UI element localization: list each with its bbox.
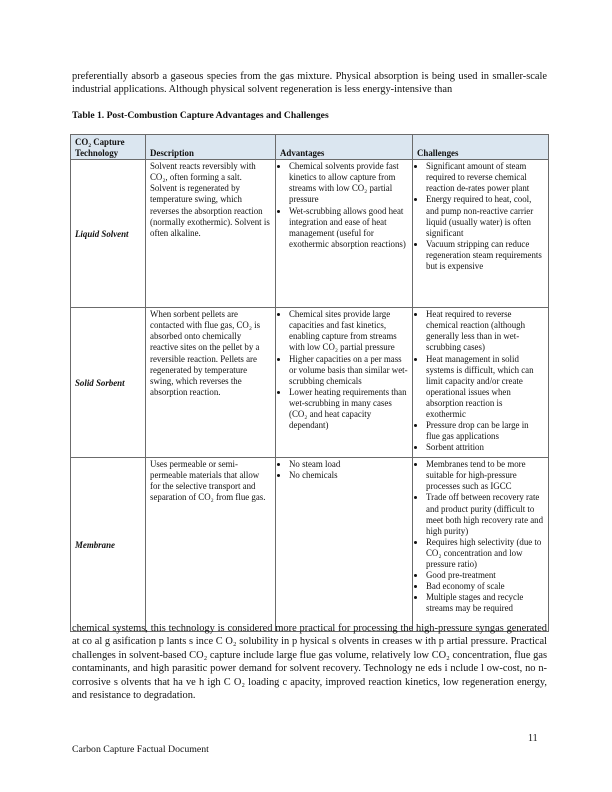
advantages-cell <box>276 160 413 308</box>
challenges-list <box>417 309 544 453</box>
list-item: • Bad economy of scale <box>426 581 544 592</box>
table-header-row <box>71 135 549 160</box>
advantages-cell <box>276 308 413 458</box>
list-item: • Heat required to reverse chemical reaction (although generally less than in wet-scrubbing cases) <box>426 309 544 353</box>
challenges-list <box>417 459 544 614</box>
list-item: • Wet-scrubbing allows good heat integration and ease of heat management (useful for exothermic absorption reactions) <box>289 206 408 250</box>
paragraph-top: preferentially absorb a gaseous species from the gas mixture. Physical absorption is being used in smaller-scale industrial applications. Although physical solvent regeneration is less energy-intensive than <box>72 71 547 96</box>
page-number: 11 <box>528 733 538 744</box>
table-row <box>71 160 549 308</box>
list-item: • Chemical sites provide large capacities and fast kinetics, enabling capture from streams with low CO₂ partial pressure <box>289 309 408 353</box>
list-item: • Good pre-treatment <box>426 570 544 581</box>
challenges-cell <box>413 308 549 458</box>
table-caption: Table 1. Post-Combustion Capture Advantages and Challenges <box>72 110 329 121</box>
challenges-cell <box>413 458 549 632</box>
header-description: Description <box>146 135 276 160</box>
list-item: • Pressure drop can be large in flue gas applications <box>426 420 544 442</box>
header-advantages: Advantages <box>276 135 413 160</box>
table-row <box>71 308 549 458</box>
header-technology: CO₂ Capture Technology <box>71 135 146 160</box>
list-item: • Vacuum stripping can reduce regeneration steam requirements but is expensive <box>426 239 544 272</box>
header-challenges: Challenges <box>413 135 549 160</box>
advantages-list <box>280 309 408 431</box>
table-row <box>71 458 549 632</box>
list-item: • Chemical solvents provide fast kinetics to allow capture from streams with low CO₂ partial pressure <box>289 161 408 205</box>
advantages-list <box>280 459 408 481</box>
list-item: • Trade off between recovery rate and product purity (difficult to meet both high recovery rate and high purity) <box>426 492 544 536</box>
technology-cell: Membrane <box>71 458 146 632</box>
list-item: • Lower heating requirements than wet-scrubbing in many cases (CO₂ and heat capacity dependant) <box>289 387 408 431</box>
technology-cell: Solid Sorbent <box>71 308 146 458</box>
footer: Carbon Capture Factual Document <box>72 744 209 755</box>
paragraph-bottom: chemical systems, this technology is considered more practical for processing the high-pressure syngas generated at co al g asification p lants s ince C O₂ solubility in p hysical s olvents in creases w ith p artial pressure. Practical challenges in solvent-based CO₂ capture include large flue gas volume, relatively low CO₂ concentration, flue gas contaminants, and high parasitic power demand for solvent recovery. Technology ne eds i nclude l ow-cost, no n-corrosive s olvents that ha ve h igh C O₂ loading c apacity, improved reaction kinetics, low regeneration energy, and resistance to degradation. <box>72 623 547 702</box>
capture-table <box>70 134 549 632</box>
list-item: • No chemicals <box>289 470 408 481</box>
list-item: • Significant amount of steam required to reverse chemical reaction de-rates power plant <box>426 161 544 194</box>
list-item: • Membranes tend to be more suitable for high-pressure processes such as IGCC <box>426 459 544 492</box>
challenges-list <box>417 161 544 272</box>
list-item: • Requires high selectivity (due to CO₂ concentration and low pressure ratio) <box>426 537 544 570</box>
description-cell: When sorbent pellets are contacted with flue gas, CO₂ is absorbed onto chemically reactive sites on the pellet by a reversible reaction. Pellets are regenerated by temperature swing, which reverses the absorption reaction. <box>146 308 276 458</box>
advantages-list <box>280 161 408 250</box>
advantages-cell <box>276 458 413 632</box>
list-item: • No steam load <box>289 459 408 470</box>
description-cell: Solvent reacts reversibly with CO₂, often forming a salt. Solvent is regenerated by temperature swing, which reverses the absorption reaction (normally exothermic). Solvent is often alkaline. <box>146 160 276 308</box>
list-item: • Energy required to heat, cool, and pump non-reactive carrier liquid (usually water) is often significant <box>426 194 544 238</box>
challenges-cell <box>413 160 549 308</box>
description-cell: Uses permeable or semi-permeable materials that allow for the selective transport and separation of CO₂ from flue gas. <box>146 458 276 632</box>
list-item: • Heat management in solid systems is difficult, which can limit capacity and/or create operational issues when absorption reaction is exothermic <box>426 354 544 421</box>
list-item: • Sorbent attrition <box>426 442 544 453</box>
technology-cell: Liquid Solvent <box>71 160 146 308</box>
list-item: • Higher capacities on a per mass or volume basis than similar wet-scrubbing chemicals <box>289 354 408 387</box>
list-item: • Multiple stages and recycle streams may be required <box>426 592 544 614</box>
